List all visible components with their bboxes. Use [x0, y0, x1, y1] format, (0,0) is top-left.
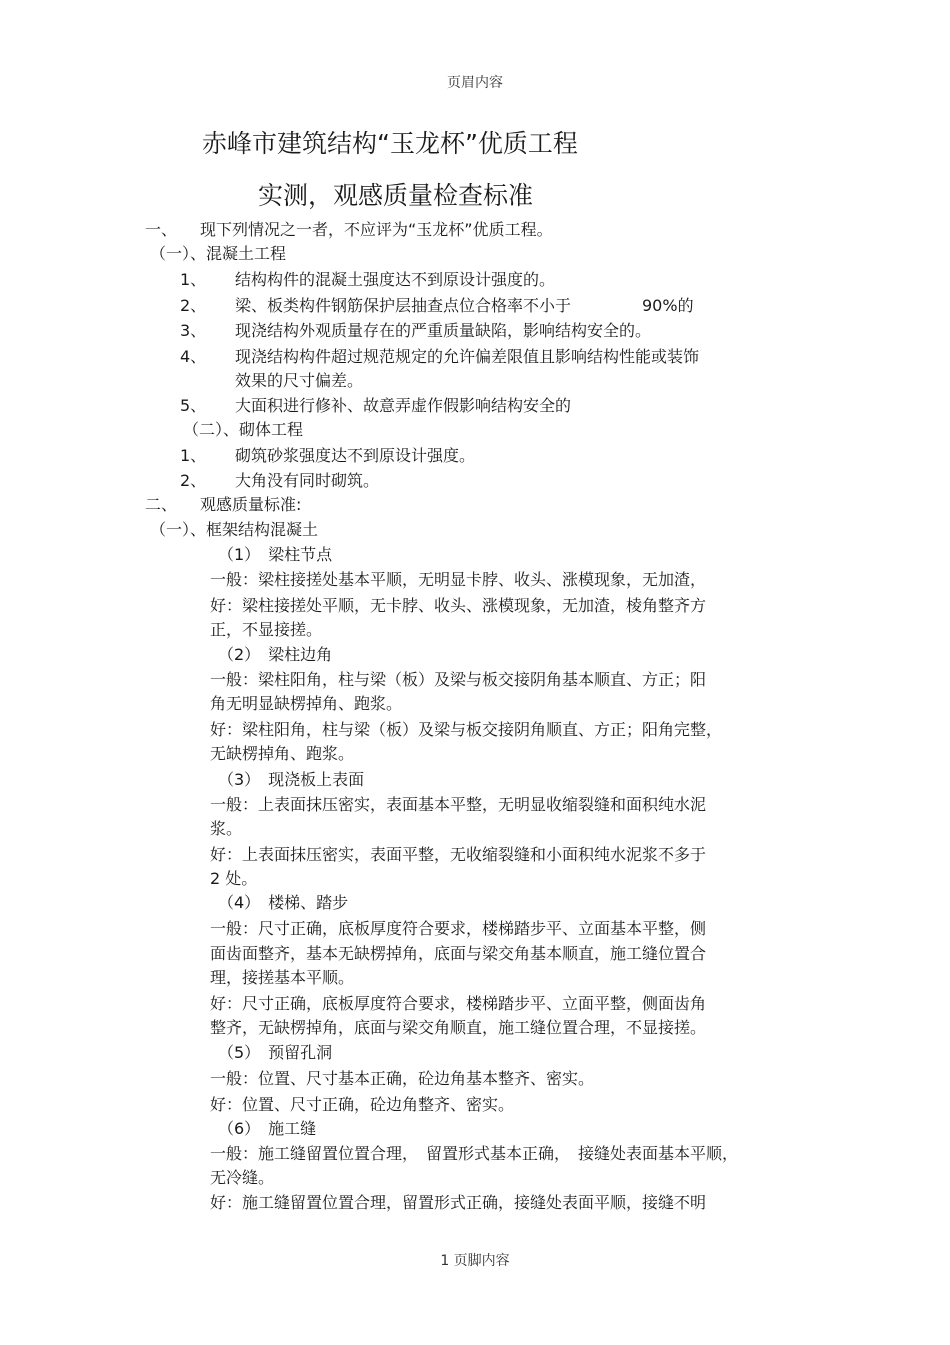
good-criterion: 好：位置、尺寸正确，砼边角整齐、密实。	[210, 1095, 515, 1114]
general-criterion: 浆。	[210, 819, 243, 838]
subsection-heading: （3） 现浇板上表面	[218, 770, 365, 789]
item-text: 大角没有同时砌筑。	[235, 471, 380, 490]
item-number: 1、	[180, 270, 207, 289]
title-line-1: 赤峰市建筑结构“玉龙杯”优质工程	[202, 129, 578, 158]
good-criterion: 无缺楞掉角、跑浆。	[210, 744, 355, 763]
general-criterion: 理，接搓基本平顺。	[210, 968, 355, 987]
good-criterion: 正，不显接搓。	[210, 620, 323, 639]
title-line-2: 实测，观感质量检查标准	[258, 181, 534, 210]
page-header: 页眉内容	[447, 75, 503, 91]
item-text: 现浇结构构件超过规范规定的允许偏差限值且影响结构性能或装饰	[235, 347, 700, 366]
good-criterion: 好：梁柱阳角，柱与梁（板）及梁与板交接阴角顺直、方正；阳角完整，	[210, 720, 723, 739]
subsection-heading: （6） 施工缝	[218, 1119, 317, 1138]
item-text: 结构构件的混凝土强度达不到原设计强度的。	[235, 270, 556, 289]
item-number: 2、	[180, 471, 207, 490]
part2-number: 二、	[145, 495, 178, 514]
general-criterion: 一般：尺寸正确，底板厚度符合要求，楼梯踏步平、立面基本平整，侧	[210, 919, 707, 938]
general-criterion: 面齿面整齐，基本无缺楞掉角，底面与梁交角基本顺直，施工缝位置合	[210, 944, 707, 963]
good-criterion: 好：施工缝留置位置合理，留置形式正确，接缝处表面平顺，接缝不明	[210, 1193, 707, 1212]
item-number: 1、	[180, 446, 207, 465]
section-heading-frame-concrete: （一）、框架结构混凝土	[150, 520, 319, 539]
item-text-tail: 90%的	[642, 296, 694, 315]
item-text: 砌筑砂浆强度达不到原设计强度。	[235, 446, 476, 465]
general-criterion: 无冷缝。	[210, 1168, 275, 1187]
good-criterion: 好：梁柱接搓处平顺，无卡脖、收头、涨模现象，无加渣，棱角整齐方	[210, 596, 707, 615]
section-heading-concrete: （一）、混凝土工程	[150, 244, 287, 263]
item-number: 2、	[180, 296, 207, 315]
subsection-heading: （5） 预留孔洞	[218, 1043, 333, 1062]
general-criterion: 一般：梁柱接搓处基本平顺，无明显卡脖、收头、涨模现象，无加渣，	[210, 570, 707, 589]
item-text: 梁、板类构件钢筋保护层抽查点位合格率不小于	[235, 296, 572, 315]
part1-number: 一、	[145, 220, 178, 239]
good-criterion: 好：尺寸正确，底板厚度符合要求，楼梯踏步平、立面平整，侧面齿角	[210, 994, 707, 1013]
general-criterion: 一般：上表面抹压密实，表面基本平整，无明显收缩裂缝和面积纯水泥	[210, 795, 707, 814]
item-text-continued: 效果的尺寸偏差。	[235, 371, 364, 390]
section-heading-masonry: （二）、砌体工程	[183, 420, 304, 439]
subsection-heading: （4） 楼梯、踏步	[218, 893, 349, 912]
good-criterion: 2 处。	[210, 869, 258, 888]
general-criterion: 一般：位置、尺寸基本正确，砼边角基本整齐、密实。	[210, 1069, 595, 1088]
item-number: 4、	[180, 347, 207, 366]
page-footer: 1 页脚内容	[440, 1253, 510, 1269]
good-criterion: 好：上表面抹压密实，表面平整，无收缩裂缝和小面积纯水泥浆不多于	[210, 845, 707, 864]
general-criterion: 角无明显缺楞掉角、跑浆。	[210, 694, 403, 713]
item-text: 现浇结构外观质量存在的严重质量缺陷，影响结构安全的。	[235, 321, 652, 340]
part1-text: 现下列情况之一者，不应评为“玉龙杯”优质工程。	[200, 220, 553, 239]
subsection-heading: （1） 梁柱节点	[218, 545, 333, 564]
item-number: 3、	[180, 321, 207, 340]
item-number: 5、	[180, 396, 207, 415]
general-criterion: 一般：梁柱阳角，柱与梁（板）及梁与板交接阴角基本顺直、方正；阳	[210, 670, 707, 689]
subsection-heading: （2） 梁柱边角	[218, 645, 333, 664]
good-criterion: 整齐，无缺楞掉角，底面与梁交角顺直，施工缝位置合理，不显接搓。	[210, 1018, 707, 1037]
item-text: 大面积进行修补、故意弄虚作假影响结构安全的	[235, 396, 572, 415]
general-criterion: 一般：施工缝留置位置合理， 留置形式基本正确， 接缝处表面基本平顺，	[210, 1144, 739, 1163]
part2-text: 观感质量标准:	[200, 495, 302, 514]
